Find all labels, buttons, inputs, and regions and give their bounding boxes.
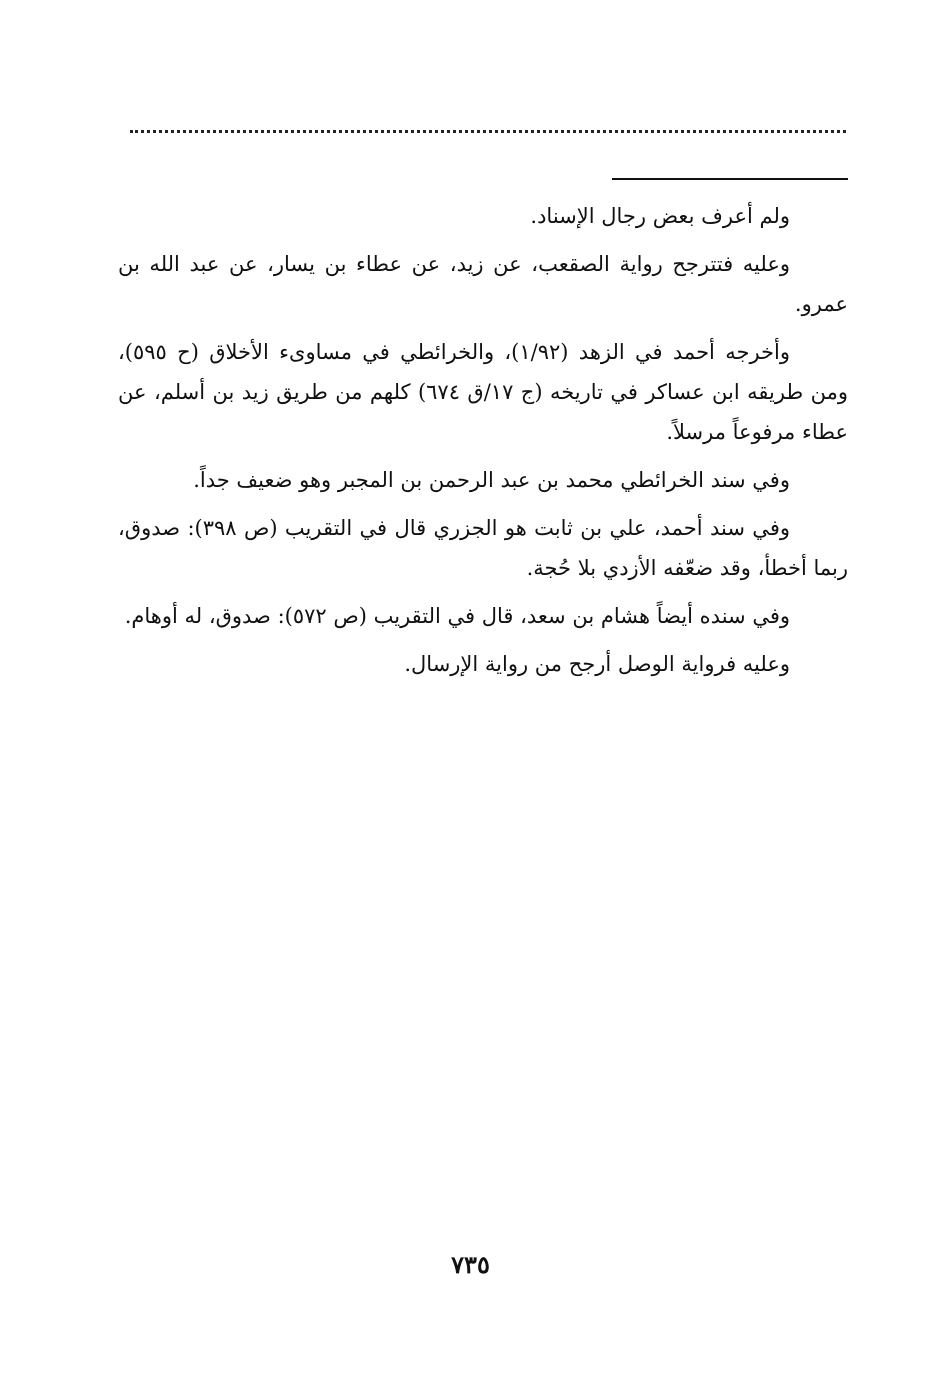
paragraph-6: وفي سنده أيضاً هشام بن سعد، قال في التقريب (ص ٥٧٢): صدوق، له أوهام. bbox=[124, 604, 790, 628]
paragraph-4: وفي سند الخرائطي محمد بن عبد الرحمن بن المجبر وهو ضعيف جداً. bbox=[193, 468, 790, 492]
footnote-separator-line bbox=[612, 178, 848, 180]
paragraph-5: وفي سند أحمد، علي بن ثابت هو الجزري قال في التقريب (ص ٣٩٨): صدوق، ربما أخطأ، وقد ضعّفه الأزدي بلا حُجة. bbox=[118, 516, 848, 580]
dotted-separator bbox=[130, 130, 846, 141]
paragraph-3: وأخرجه أحمد في الزهد (١/٩٢)، والخرائطي في مساوىء الأخلاق (ح ٥٩٥)، ومن طريقه ابن عساكر في تاريخه (ج ١٧/ق ٦٧٤) كلهم من طريق زيد بن أسلم، عن عطاء مرفوعاً مرسلاً. bbox=[118, 340, 848, 444]
paragraph-7: وعليه فرواية الوصل أرجح من رواية الإرسال. bbox=[404, 652, 790, 676]
paragraph-2: وعليه فتترجح رواية الصقعب، عن زيد، عن عطاء بن يسار، عن عبد الله بن عمرو. bbox=[118, 252, 848, 316]
paragraph-1: ولم أعرف بعض رجال الإسناد. bbox=[530, 204, 790, 228]
footnote-body bbox=[118, 196, 848, 692]
page-number: ٧٣٥ bbox=[451, 1250, 490, 1279]
